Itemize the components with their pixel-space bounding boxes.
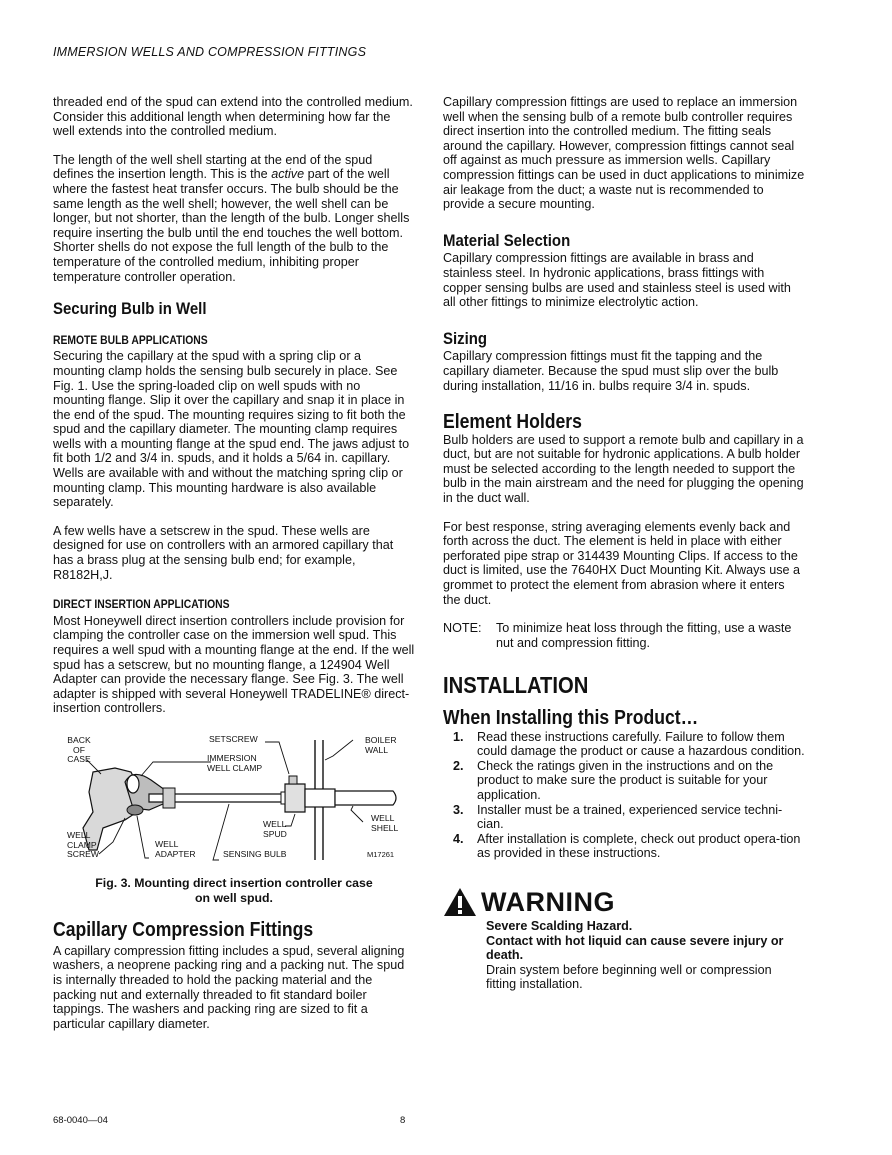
paragraph: A few wells have a setscrew in the spud. These wells are designed for use on controllers with an armored capillary that has a brass plug at the sensing bulb end; for example, R8182H,J. <box>53 523 394 582</box>
paragraph: Capillary compression fittings must fit the tapping and the capillary diameter. Because the spud must slip over the bulb during installation, 11/16 in. bulbs require 3/4 in. spuds. <box>443 349 779 393</box>
installation-heading: INSTALLATION <box>443 672 589 699</box>
paragraph: Most Honeywell direct insertion controllers include provision for clamping the controller case on the immersion well spud. This requires a well spud with a mounting flange at the end. If the well spud has a setscrew, but no mounting flange, a 124904 Well Adapter can provide the necessary flange. See Fig. 3. The well adapter is shipped with several Honeywell TRADELINE® direct-insertion controllers. <box>53 613 415 716</box>
left-column <box>53 95 415 1045</box>
section-heading: Material Selection <box>443 230 571 250</box>
paragraph: Capillary compression fittings are used to replace an immersion well when the sensing bulb of a remote bulb controller requires direct insertion into the controlled medium. The fitting seals around the capillary. However, compression fittings cannot seal off against as much pressure as immersion wells. Capillary compression fittings can be used in duct applications to minimize air leakage from the duct; a waste nut is recommended to provide a secure mounting. <box>443 95 805 212</box>
figure-caption: Fig. 3. Mounting direct insertion controller case on well spud. <box>95 875 373 905</box>
subsection-heading: REMOTE BULB APPLICATIONS <box>53 334 208 347</box>
warning-title: WARNING <box>481 886 615 917</box>
section-heading: Element Holders <box>443 411 582 434</box>
document-number: 68-0040—04 <box>53 1115 108 1126</box>
paragraph: Bulb holders are used to support a remote bulb and capillary in a duct, but are not suitable for hydronic applications. A bulb holder must be selected according to the length needed to support the bulb in the main airstream and the need for plugging the opening in the duct wall. <box>443 432 804 506</box>
label-well-clamp-screw: WELL CLAMP SCREW <box>67 829 99 860</box>
right-column <box>443 95 805 992</box>
label-sensing-bulb: SENSING BULB <box>223 848 287 859</box>
page-number: 8 <box>400 1115 406 1126</box>
paragraph: Capillary compression fittings are available in brass and stainless steel. In hydronic applications, brass fittings with copper sensing bulbs are used and stainless steel is used with all other fittings to minimize electrolytic action. <box>443 251 791 310</box>
section-heading: Sizing <box>443 328 488 348</box>
list-item: 3. Installer must be a trained, experienced service techni-cian. <box>453 802 783 832</box>
label-well-adapter: WELL ADAPTER <box>155 838 196 859</box>
paragraph: Securing the capillary at the spud with a spring clip or a mounting clamp holds the sensing bulb securely in place. See Fig. 1. Use the spring-loaded clip on well spuds with no mounting flange. Slip it over the capillary and snap it in place in the end of the spud. The mounting requires sizing to fit both the spud and the capillary diameter. The mounting clamp requires wells with a mounting flange at the spud end. The jaws adjust to fit both 1/2 and 3/4 in. spuds, and it holds a 5/64 in. capillary. Wells are available with and without the matching spring clip or mounting clamp. This mounting hardware is also available separately. <box>53 349 410 510</box>
label-well-shell: WELL SHELL <box>371 812 399 833</box>
paragraph: threaded end of the spud can extend into the controlled medium. Consider this additional length when determining how far the well extends into the controlled medium. <box>53 95 413 139</box>
figure-code: M17261 <box>367 849 395 859</box>
warning-instruction: Drain system before beginning well or compression fitting installation. <box>486 962 772 992</box>
paragraph: The length of the well shell starting at the end of the spud defines the insertion length. This is the active part of the well where the fastest heat transfer occurs. The bulb should be the same length as the well shell; however, the well shell can be longer, but not shorter, than the length of the bulb. Longer shells require inserting the bulb until the end touches the well bottom. Shorter shells do not expose the full length of the bulb to the temperature of the controlled medium, inhibiting proper temperature controller operation. <box>53 152 410 284</box>
section-heading: Capillary Compression Fittings <box>53 919 314 942</box>
note <box>443 621 805 650</box>
subsection-heading: DIRECT INSERTION APPLICATIONS <box>53 599 230 612</box>
list-item: 1. Read these instructions carefully. Failure to follow them could damage the product or cause a hazardous condition. <box>453 729 805 759</box>
warning-box <box>443 887 805 992</box>
label-back-of-case: BACK OF CASE <box>67 734 91 765</box>
label-boiler-wall: BOILER WALL <box>365 734 397 755</box>
list-item: 4. After installation is complete, check out product opera-tion as provided in these instructions. <box>453 831 801 861</box>
warning-consequence: Contact with hot liquid can cause severe injury or death. <box>486 933 784 963</box>
label-setscrew: SETSCREW <box>209 733 258 744</box>
note-text: To minimize heat loss through the fitting, use a waste nut and compression fitting. <box>496 621 792 650</box>
mounting-diagram <box>53 732 415 870</box>
paragraph: A capillary compression fitting includes a spud, several aligning washers, a neoprene packing ring and a packing nut. The spud is internally threaded to hold the packing material and the packing nut and externally threaded to fit standard boiler tappings. The washers and packing ring are sized to fit a particular capillary diameter. <box>53 943 405 1031</box>
label-immersion-well-clamp: IMMERSION WELL CLAMP <box>207 752 263 773</box>
label-well-spud: WELL SPUD <box>263 818 287 839</box>
running-header: IMMERSION WELLS AND COMPRESSION FITTINGS <box>53 45 367 59</box>
section-heading: When Installing this Product… <box>443 707 699 729</box>
paragraph: For best response, string averaging elements evenly back and forth across the duct. The element is held in place with either perforated pipe strap or 314439 Mounting Clips. If access to the duct is limited, use the 7640HX Duct Mounting Kit. Always use a grommet to protect the element from abrasion where it enters the duct. <box>443 519 801 607</box>
list-item: 2. Check the ratings given in the instructions and on the product to make sure the product is suitable for your application. <box>453 758 774 802</box>
section-heading: Securing Bulb in Well <box>53 299 207 319</box>
warning-triangle-icon <box>443 887 477 917</box>
instruction-list <box>443 730 805 861</box>
warning-hazard: Severe Scalding Hazard. <box>486 918 633 933</box>
note-label: NOTE: <box>443 621 482 636</box>
